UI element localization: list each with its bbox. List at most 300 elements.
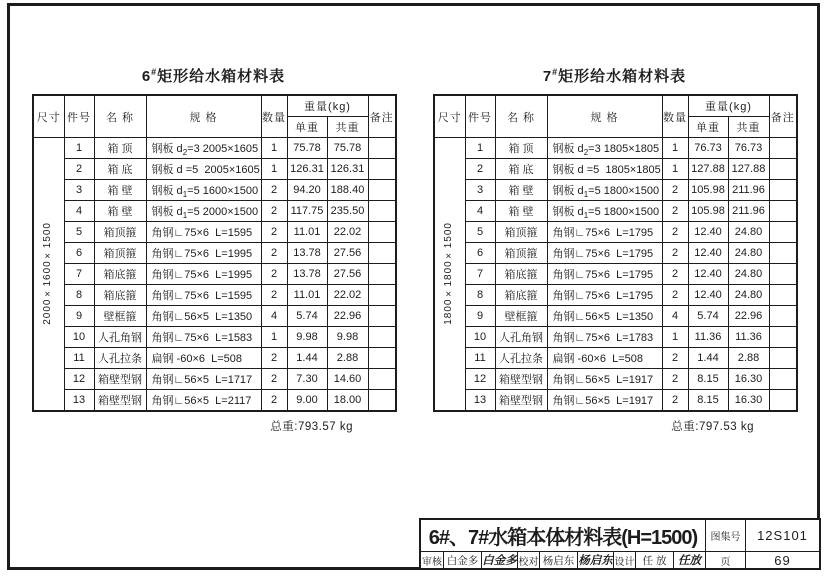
table-title-number: 7 (542, 68, 553, 85)
cell-name: 箱 壁 (495, 180, 547, 201)
col-header-spec: 规 格 (547, 95, 662, 138)
cell-name: 人孔角钢 (94, 327, 146, 348)
table-title-7 (433, 60, 796, 84)
spec-rest: =3 1805×1805 (588, 142, 660, 155)
cell-qty: 2 (662, 243, 688, 264)
title-block (419, 518, 821, 570)
spec-main: 角钢∟56×5 (552, 373, 611, 386)
cell-qty: 2 (662, 180, 688, 201)
cell-spec (547, 222, 662, 243)
cell-spec (146, 390, 261, 412)
col-header-qty: 数量 (662, 95, 688, 138)
spec-rest: =5 1800×1500 (588, 184, 660, 197)
cell-no: 12 (64, 369, 94, 390)
designer-signature: 任放 (673, 551, 705, 568)
table-row (33, 390, 396, 412)
spec-main: 角钢∟75×6 (552, 247, 611, 260)
cell-name: 人孔拉条 (495, 348, 547, 369)
table-row (434, 264, 797, 285)
cell-note (368, 327, 396, 348)
spec-rest: L=1995 (209, 268, 253, 281)
atlas-no-label: 图集号 (705, 520, 745, 551)
cell-unit-weight: 75.78 (287, 138, 327, 159)
cell-name: 箱 顶 (94, 138, 146, 159)
cell-name: 箱 壁 (94, 180, 146, 201)
cell-unit-weight: 12.40 (688, 264, 728, 285)
spec-main: 扁钢 -60×6 (552, 352, 606, 365)
cell-qty: 2 (261, 243, 287, 264)
col-header-name: 名 称 (495, 95, 547, 138)
cell-no: 13 (64, 390, 94, 412)
cell-qty: 2 (662, 222, 688, 243)
table-title-sup: # (552, 67, 559, 77)
cell-spec (547, 390, 662, 412)
table-wrap (433, 94, 796, 412)
table-row (434, 201, 797, 222)
cell-unit-weight: 76.73 (688, 138, 728, 159)
cell-size-spacer (434, 264, 465, 285)
col-header-unit-weight: 单重 (287, 117, 327, 138)
total-value: 797.53 (698, 421, 738, 433)
cell-note (769, 180, 797, 201)
spec-main: 角钢∟56×5 (552, 394, 611, 407)
cell-size-spacer (434, 348, 465, 369)
spec-main: 角钢∟56×5 (151, 373, 210, 386)
cell-spec (146, 327, 261, 348)
cell-size-spacer (33, 348, 64, 369)
spec-rest: =5 1600×1500 (187, 184, 259, 197)
cell-qty: 2 (261, 264, 287, 285)
col-header-weight: 重量(kg) (287, 95, 368, 117)
cell-total-weight: 2.88 (327, 348, 368, 369)
total-value: 793.57 (297, 421, 337, 433)
cell-size-spacer (434, 201, 465, 222)
cell-note (368, 369, 396, 390)
cell-qty: 2 (261, 285, 287, 306)
spec-main: 角钢∟75×6 (552, 226, 611, 239)
cell-spec (547, 201, 662, 222)
cell-no: 5 (465, 222, 495, 243)
cell-name: 箱 壁 (94, 201, 146, 222)
spec-main: 钢板 d (552, 184, 584, 197)
cell-no: 11 (64, 348, 94, 369)
cell-size-spacer (33, 222, 64, 243)
spec-subscript: 1 (583, 210, 589, 220)
table-wrap (32, 94, 395, 412)
cell-size-spacer (33, 159, 64, 180)
spec-rest: L=1995 (209, 247, 253, 260)
cell-spec (146, 243, 261, 264)
sheet-title: 6#、7#水箱本体材料表(H=1500) (428, 527, 698, 549)
cell-name: 箱 壁 (495, 201, 547, 222)
table-title-number: 6 (141, 68, 152, 85)
spec-rest: =5 2005×1605 (182, 163, 260, 176)
cell-name: 箱 底 (94, 159, 146, 180)
cell-total-weight: 211.96 (728, 180, 769, 201)
table-row (434, 306, 797, 327)
cell-qty: 2 (261, 222, 287, 243)
total-weight-line (433, 418, 796, 434)
cell-spec (547, 243, 662, 264)
cell-total-weight: 235.50 (327, 201, 368, 222)
spec-main: 角钢∟75×6 (151, 289, 210, 302)
cell-name: 人孔拉条 (94, 348, 146, 369)
total-unit: kg (339, 421, 353, 433)
cell-qty: 2 (261, 348, 287, 369)
cell-unit-weight: 8.15 (688, 369, 728, 390)
spec-main: 钢板 d (552, 205, 584, 218)
cell-unit-weight: 11.01 (287, 285, 327, 306)
spec-main: 角钢∟75×6 (151, 268, 210, 281)
cell-note (368, 201, 396, 222)
table-title-text: 矩形给水箱材料表 (157, 68, 286, 85)
cell-no: 5 (64, 222, 94, 243)
cell-spec (146, 369, 261, 390)
spec-rest: =3 2005×1605 (187, 142, 259, 155)
cell-size-spacer (33, 285, 64, 306)
designer-label: 设计 (613, 551, 635, 568)
col-header-size: 尺寸 (33, 95, 64, 138)
cell-qty: 1 (261, 159, 287, 180)
cell-name: 箱顶箍 (94, 243, 146, 264)
table-row (33, 138, 396, 159)
cell-spec (146, 159, 261, 180)
cell-spec (547, 285, 662, 306)
cell-no: 13 (465, 390, 495, 412)
cell-note (769, 285, 797, 306)
cell-total-weight: 2.88 (728, 348, 769, 369)
cell-note (368, 348, 396, 369)
spec-main: 钢板 d (151, 184, 183, 197)
proofreader-signature: 杨启东 (577, 551, 613, 568)
spec-rest: L=508 (205, 352, 243, 365)
spec-main: 角钢∟75×6 (151, 226, 210, 239)
cell-size-spacer (33, 180, 64, 201)
col-header-total-weight: 共重 (728, 117, 769, 138)
cell-name: 箱 底 (495, 159, 547, 180)
spec-rest: L=1917 (610, 373, 654, 386)
designer-name: 任 放 (635, 551, 673, 568)
cell-spec (146, 348, 261, 369)
spec-rest: L=1595 (209, 226, 253, 239)
cell-total-weight: 9.98 (327, 327, 368, 348)
cell-unit-weight: 11.36 (688, 327, 728, 348)
cell-qty: 2 (662, 348, 688, 369)
cell-size-spacer (33, 201, 64, 222)
cell-no: 9 (465, 306, 495, 327)
spec-rest: L=1795 (610, 289, 654, 302)
table-row (434, 180, 797, 201)
table-row (434, 138, 797, 159)
cell-note (368, 243, 396, 264)
cell-size-spacer (33, 138, 64, 159)
spec-rest: =5 2000×1500 (187, 205, 259, 218)
cell-note (769, 201, 797, 222)
header-row (33, 95, 396, 117)
cell-qty: 2 (662, 264, 688, 285)
cell-name: 箱壁型钢 (495, 390, 547, 412)
cell-total-weight: 24.80 (728, 243, 769, 264)
cell-total-weight: 24.80 (728, 264, 769, 285)
spec-subscript: 1 (583, 189, 589, 199)
cell-size-spacer (434, 138, 465, 159)
cell-unit-weight: 1.44 (287, 348, 327, 369)
cell-note (769, 159, 797, 180)
col-header-size: 尺寸 (434, 95, 465, 138)
col-header-name: 名 称 (94, 95, 146, 138)
page-number: 69 (745, 551, 819, 568)
cell-name: 人孔角钢 (495, 327, 547, 348)
cell-unit-weight: 1.44 (688, 348, 728, 369)
cell-size-spacer (434, 306, 465, 327)
cell-note (769, 369, 797, 390)
spec-main: 钢板 d (151, 163, 183, 176)
cell-name: 壁框箍 (94, 306, 146, 327)
cell-spec (547, 306, 662, 327)
cell-total-weight: 188.40 (327, 180, 368, 201)
reviewer-label: 审核 (421, 551, 443, 568)
table-row (33, 243, 396, 264)
total-unit: kg (740, 421, 754, 433)
cell-size-spacer (434, 369, 465, 390)
cell-total-weight: 76.73 (728, 138, 769, 159)
cell-no: 8 (465, 285, 495, 306)
material-table-6 (32, 94, 397, 412)
cell-name: 箱顶箍 (495, 222, 547, 243)
cell-spec (146, 138, 261, 159)
spec-main: 角钢∟75×6 (552, 331, 611, 344)
spec-subscript: 1 (182, 210, 188, 220)
spec-rest: L=1795 (610, 247, 654, 260)
cell-no: 4 (64, 201, 94, 222)
cell-spec (547, 348, 662, 369)
spec-main: 角钢∟75×6 (552, 289, 611, 302)
cell-unit-weight: 5.74 (287, 306, 327, 327)
spec-main: 钢板 d (151, 205, 183, 218)
cell-no: 4 (465, 201, 495, 222)
cell-unit-weight: 5.74 (688, 306, 728, 327)
spec-rest: L=1595 (209, 289, 253, 302)
cell-size-spacer (33, 243, 64, 264)
table-row (33, 306, 396, 327)
table-row (33, 369, 396, 390)
cell-spec (547, 369, 662, 390)
cell-name: 箱底箍 (94, 285, 146, 306)
cell-qty: 2 (662, 285, 688, 306)
cell-size-spacer (434, 243, 465, 264)
cell-name: 箱壁型钢 (94, 390, 146, 412)
table-row (434, 159, 797, 180)
cell-total-weight: 211.96 (728, 201, 769, 222)
cell-total-weight: 16.30 (728, 390, 769, 412)
cell-unit-weight: 126.31 (287, 159, 327, 180)
table-row (434, 390, 797, 412)
cell-note (769, 390, 797, 412)
cell-total-weight: 22.02 (327, 222, 368, 243)
cell-size-spacer (434, 222, 465, 243)
cell-unit-weight: 11.01 (287, 222, 327, 243)
title-block-row-main (421, 520, 819, 551)
cell-qty: 2 (261, 369, 287, 390)
cell-unit-weight: 8.15 (688, 390, 728, 412)
cell-note (769, 348, 797, 369)
cell-size-spacer (33, 369, 64, 390)
cell-qty: 2 (261, 390, 287, 412)
cell-no: 10 (465, 327, 495, 348)
table-row (33, 264, 396, 285)
cell-note (769, 264, 797, 285)
cell-name: 箱底箍 (94, 264, 146, 285)
spec-rest: L=1795 (610, 268, 654, 281)
cell-spec (146, 306, 261, 327)
table-row (33, 180, 396, 201)
cell-no: 2 (64, 159, 94, 180)
reviewer-name: 白金多 (443, 551, 481, 568)
spec-main: 角钢∟56×5 (151, 310, 210, 323)
cell-unit-weight: 7.30 (287, 369, 327, 390)
spec-rest: L=2117 (209, 394, 252, 407)
spec-rest: L=1583 (209, 331, 253, 344)
cell-note (769, 306, 797, 327)
spec-rest: L=1795 (610, 226, 654, 239)
cell-note (368, 138, 396, 159)
cell-spec (146, 201, 261, 222)
cell-qty: 1 (261, 138, 287, 159)
cell-size-spacer (434, 159, 465, 180)
total-label: 总重: (270, 421, 298, 433)
cell-unit-weight: 12.40 (688, 222, 728, 243)
cell-total-weight: 127.88 (728, 159, 769, 180)
table-row (434, 243, 797, 264)
material-table-group-7 (433, 60, 796, 434)
spec-main: 扁钢 -60×6 (151, 352, 205, 365)
cell-name: 壁框箍 (495, 306, 547, 327)
spec-rest: L=1350 (209, 310, 253, 323)
material-table-7 (433, 94, 798, 412)
dimension-size-label: 2000×1600×1500 (42, 222, 53, 325)
cell-note (769, 138, 797, 159)
table-row (434, 348, 797, 369)
col-header-qty: 数量 (261, 95, 287, 138)
cell-no: 1 (465, 138, 495, 159)
table-row (434, 222, 797, 243)
cell-spec (146, 222, 261, 243)
cell-unit-weight: 105.98 (688, 180, 728, 201)
cell-no: 12 (465, 369, 495, 390)
cell-unit-weight: 13.78 (287, 243, 327, 264)
table-row (33, 201, 396, 222)
cell-no: 9 (64, 306, 94, 327)
spec-rest: L=1717 (209, 373, 253, 386)
cell-qty: 1 (662, 159, 688, 180)
col-header-note: 备注 (769, 95, 797, 138)
cell-note (368, 264, 396, 285)
cell-total-weight: 22.96 (327, 306, 368, 327)
cell-spec (547, 180, 662, 201)
spec-main: 钢板 d (151, 142, 183, 155)
cell-unit-weight: 127.88 (688, 159, 728, 180)
cell-unit-weight: 117.75 (287, 201, 327, 222)
col-header-total-weight: 共重 (327, 117, 368, 138)
header-row (434, 95, 797, 117)
cell-total-weight: 11.36 (728, 327, 769, 348)
cell-no: 2 (465, 159, 495, 180)
atlas-no-value: 12S101 (745, 520, 819, 551)
table-title-text: 矩形给水箱材料表 (558, 68, 687, 85)
table-row (434, 285, 797, 306)
dimension-size-label: 1800×1800×1500 (443, 222, 454, 325)
cell-size-spacer (434, 180, 465, 201)
cell-no: 7 (465, 264, 495, 285)
total-label: 总重: (671, 421, 699, 433)
reviewer-signature: 白金多 (481, 551, 517, 568)
cell-note (368, 222, 396, 243)
col-header-note: 备注 (368, 95, 396, 138)
cell-name: 箱顶箍 (495, 243, 547, 264)
proofreader-name: 杨启东 (539, 551, 577, 568)
cell-size-spacer (434, 327, 465, 348)
cell-name: 箱壁型钢 (495, 369, 547, 390)
cell-name: 箱底箍 (495, 285, 547, 306)
col-header-spec: 规 格 (146, 95, 261, 138)
cell-no: 3 (64, 180, 94, 201)
table-row (33, 285, 396, 306)
spec-rest: =5 1800×1500 (588, 205, 660, 218)
cell-total-weight: 14.60 (327, 369, 368, 390)
cell-total-weight: 27.56 (327, 264, 368, 285)
table-row (434, 327, 797, 348)
material-table-group-6 (32, 60, 395, 434)
cell-unit-weight: 12.40 (688, 243, 728, 264)
cell-no: 3 (465, 180, 495, 201)
table-title-sup: # (151, 67, 158, 77)
cell-note (368, 180, 396, 201)
cell-qty: 4 (261, 306, 287, 327)
spec-rest: =5 1805×1805 (583, 163, 661, 176)
spec-rest: L=1350 (610, 310, 654, 323)
cell-total-weight: 16.30 (728, 369, 769, 390)
cell-note (769, 327, 797, 348)
cell-name: 箱壁型钢 (94, 369, 146, 390)
cell-spec (146, 180, 261, 201)
table-row (33, 348, 396, 369)
cell-unit-weight: 13.78 (287, 264, 327, 285)
cell-qty: 1 (261, 327, 287, 348)
cell-no: 7 (64, 264, 94, 285)
cell-name: 箱底箍 (495, 264, 547, 285)
cell-spec (146, 285, 261, 306)
cell-total-weight: 27.56 (327, 243, 368, 264)
cell-size-spacer (33, 264, 64, 285)
cell-qty: 2 (662, 201, 688, 222)
cell-qty: 2 (662, 369, 688, 390)
cell-no: 10 (64, 327, 94, 348)
cell-unit-weight: 9.00 (287, 390, 327, 412)
cell-total-weight: 22.96 (728, 306, 769, 327)
cell-size-spacer (33, 390, 64, 412)
spec-rest: L=1917 (610, 394, 654, 407)
cell-qty: 2 (662, 390, 688, 412)
col-header-weight: 重量(kg) (688, 95, 769, 117)
spec-main: 角钢∟75×6 (552, 268, 611, 281)
table-row (434, 369, 797, 390)
spec-rest: L=508 (606, 352, 644, 365)
cell-total-weight: 75.78 (327, 138, 368, 159)
spec-rest: L=1783 (610, 331, 654, 344)
cell-no: 8 (64, 285, 94, 306)
cell-qty: 2 (261, 201, 287, 222)
col-header-no: 件号 (64, 95, 94, 138)
